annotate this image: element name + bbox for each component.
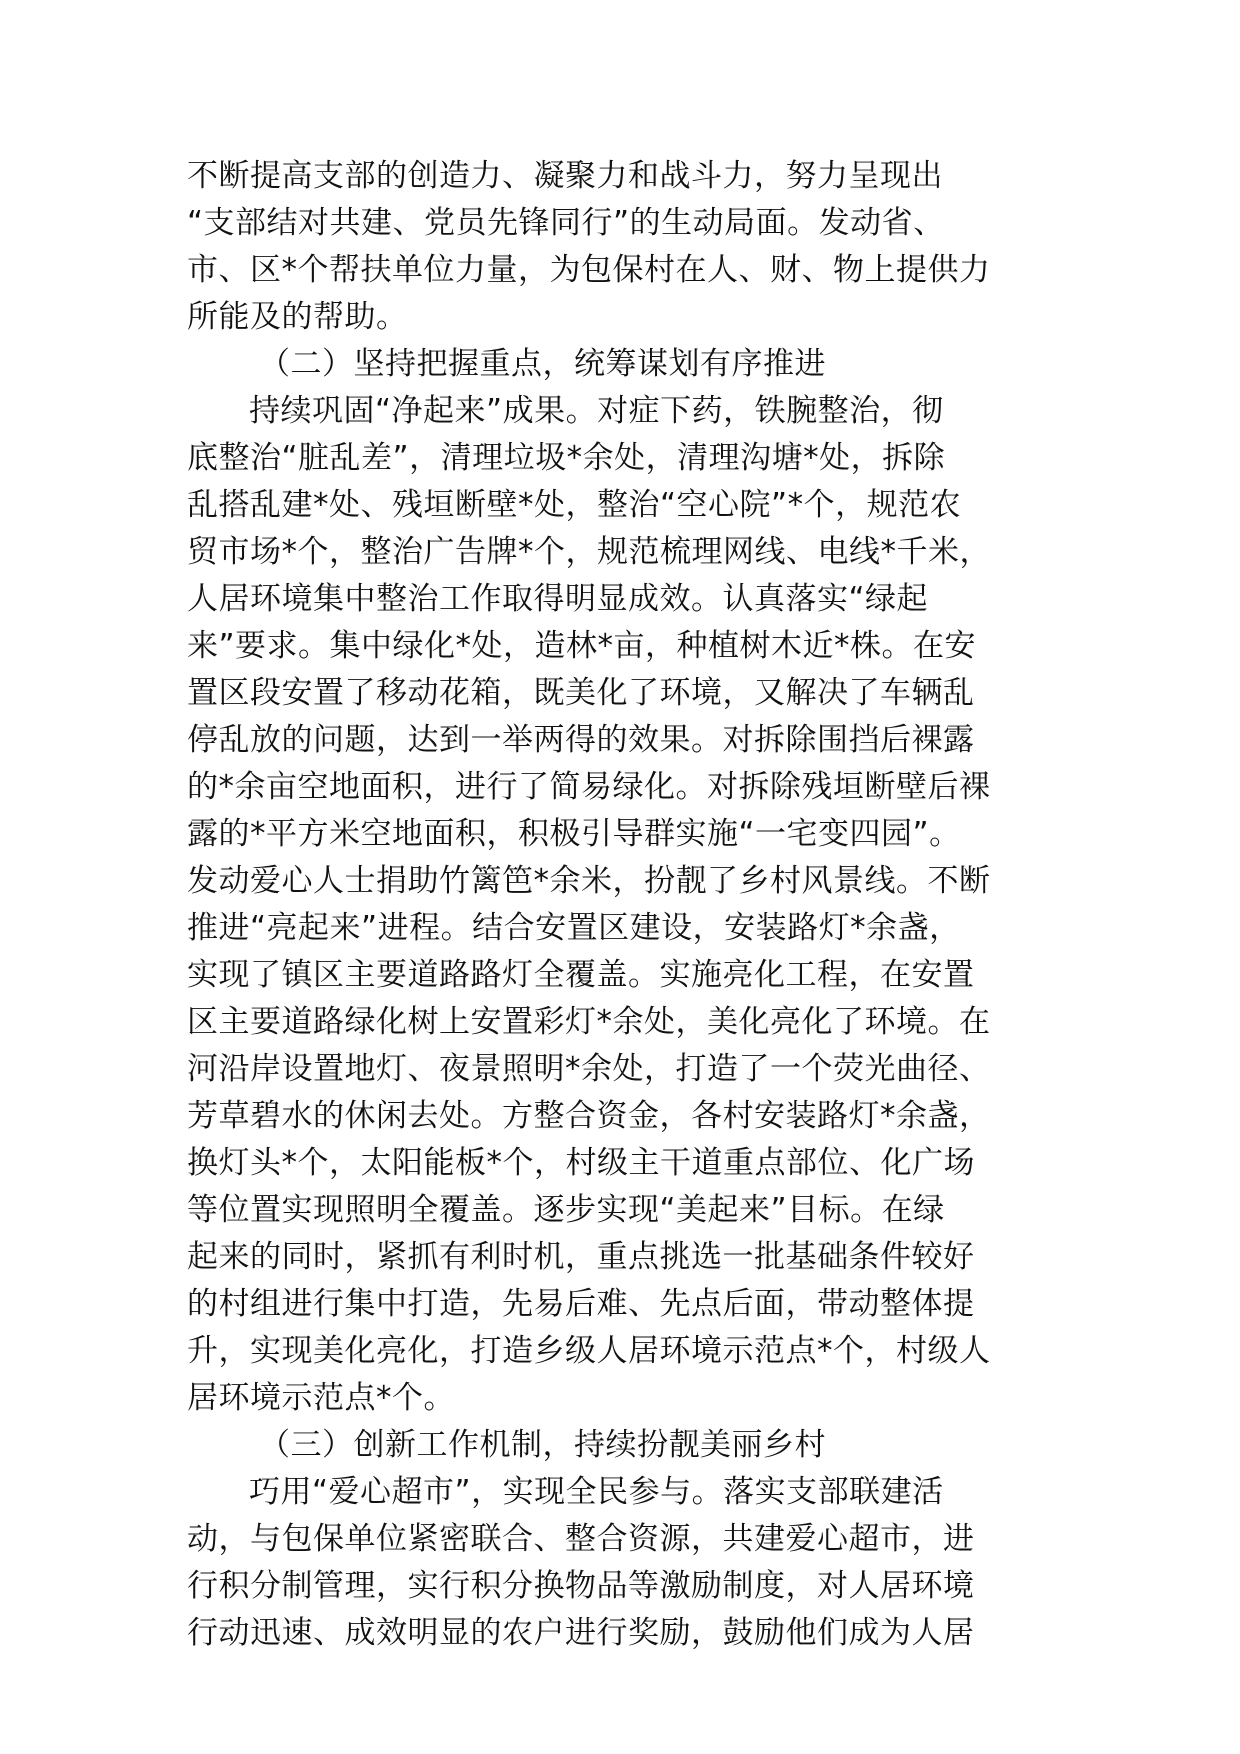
text-line: 露的*平方米空地面积，积极引导群实施“一宅变四园”。 bbox=[187, 816, 961, 852]
text-line: 停乱放的问题，达到一举两得的效果。对拆除围挡后裸露 bbox=[187, 722, 975, 758]
text-line: 巧用“爱心超市”，实现全民参与。落实支部联建活 bbox=[249, 1474, 944, 1510]
text-line: 等位置实现照明全覆盖。逐步实现“美起来”目标。在绿 bbox=[187, 1192, 945, 1228]
text-line: 河沿岸设置地灯、夜景照明*余处，打造了一个荧光曲径、 bbox=[187, 1051, 991, 1087]
section-heading: （三）创新工作机制，持续扮靓美丽乡村 bbox=[259, 1427, 826, 1463]
text-line: 升，实现美化亮化，打造乡级人居环境示范点*个，村级人 bbox=[187, 1333, 991, 1369]
text-line: 所能及的帮助。 bbox=[187, 299, 408, 335]
text-line: 不断提高支部的创造力、凝聚力和战斗力，努力呈现出 bbox=[187, 158, 943, 194]
text-line: 贸市场*个，整治广告牌*个，规范梳理网线、电线*千米， bbox=[187, 534, 991, 570]
text-line: 实现了镇区主要道路路灯全覆盖。实施亮化工程，在安置 bbox=[187, 957, 975, 993]
text-line: 置区段安置了移动花箱，既美化了环境，又解决了车辆乱 bbox=[187, 675, 975, 711]
text-line: 芳草碧水的休闲去处。方整合资金，各村安装路灯*余盏， bbox=[187, 1098, 991, 1134]
document-body bbox=[187, 153, 1055, 1657]
text-line: 市、区*个帮扶单位力量，为包保村在人、财、物上提供力 bbox=[187, 252, 991, 288]
text-line: 乱搭乱建*处、残垣断壁*处，整治“空心院”*个，规范农 bbox=[187, 487, 962, 523]
text-line: 来”要求。集中绿化*处，造林*亩，种植树木近*株。在安 bbox=[187, 628, 977, 664]
text-line: 底整治“脏乱差”，清理垃圾*余处，清理沟塘*处，拆除 bbox=[187, 440, 946, 476]
text-line: 的村组进行集中打造，先易后难、先点后面，带动整体提 bbox=[187, 1286, 975, 1322]
text-line: 换灯头*个，太阳能板*个，村级主干道重点部位、化广场 bbox=[187, 1145, 975, 1181]
text-line: 持续巩固“净起来”成果。对症下药，铁腕整治，彻 bbox=[249, 393, 944, 429]
text-line: 动，与包保单位紧密联合、整合资源，共建爱心超市，进 bbox=[187, 1521, 975, 1557]
text-line: 推进“亮起来”进程。结合安置区建设，安装路灯*余盏， bbox=[187, 910, 961, 946]
text-line: 行积分制管理，实行积分换物品等激励制度，对人居环境 bbox=[187, 1568, 975, 1604]
text-line: 人居环境集中整治工作取得明显成效。认真落实“绿起 bbox=[187, 581, 929, 617]
text-line: 起来的同时，紧抓有利时机，重点挑选一批基础条件较好 bbox=[187, 1239, 975, 1275]
text-line: 行动迅速、成效明显的农户进行奖励，鼓励他们成为人居 bbox=[187, 1615, 975, 1651]
text-line: 发动爱心人士捐助竹篱笆*余米，扮靓了乡村风景线。不断 bbox=[187, 863, 991, 899]
text-line: 的*余亩空地面积，进行了简易绿化。对拆除残垣断壁后裸 bbox=[187, 769, 991, 805]
section-heading: （二）坚持把握重点，统筹谋划有序推进 bbox=[259, 346, 826, 382]
text-line: “支部结对共建、党员先锋同行”的生动局面。发动省、 bbox=[187, 205, 945, 241]
text-line: 区主要道路绿化树上安置彩灯*余处，美化亮化了环境。在 bbox=[187, 1004, 991, 1040]
text-line: 居环境示范点*个。 bbox=[187, 1380, 455, 1416]
